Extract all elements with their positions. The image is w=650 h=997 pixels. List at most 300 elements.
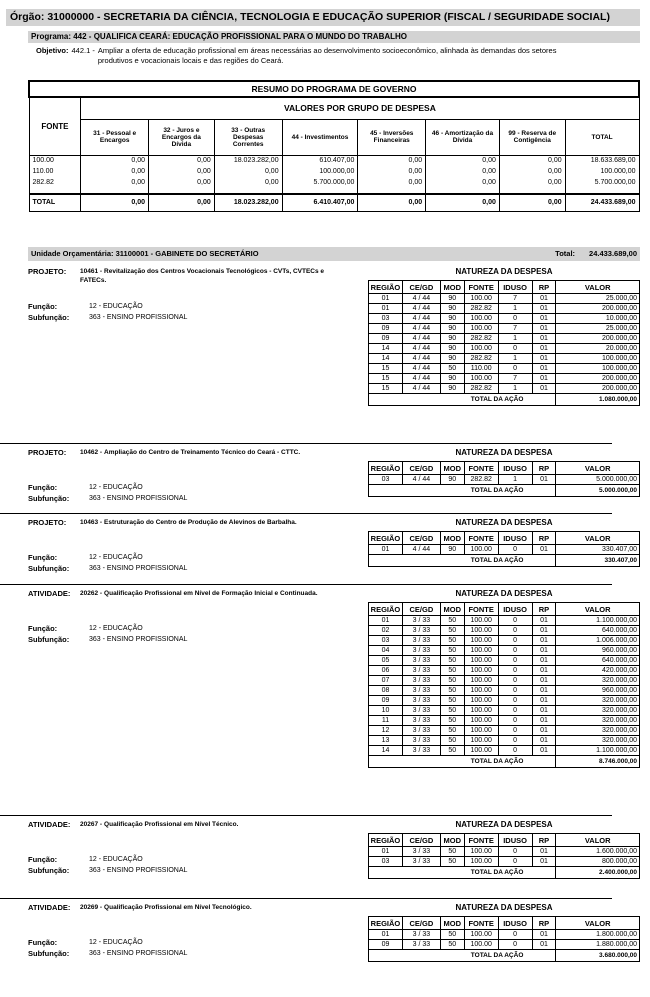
natureza-cell: 0 [498, 726, 532, 736]
subfuncao-label: Subfunção: [28, 313, 70, 322]
natureza-row [369, 636, 640, 646]
natureza-col-header: RP [532, 281, 556, 294]
total-acao-row [369, 555, 640, 567]
natureza-col-header: IDUSO [498, 603, 532, 616]
natureza-cell: 3 / 33 [402, 736, 440, 746]
natureza-table [368, 531, 640, 567]
natureza-header-row [369, 532, 640, 545]
funcao-label: Função: [28, 553, 58, 562]
resumo-col-header: 46 - Amortização da Dívida [426, 119, 500, 155]
natureza-cell: 320.000,00 [556, 706, 640, 716]
natureza-cell: 1.006.000,00 [556, 636, 640, 646]
natureza-col-header: CE/GD [402, 532, 440, 545]
natureza-cell: 50 [440, 930, 464, 940]
natureza-cell: 100.00 [464, 344, 498, 354]
natureza-cell: 282.82 [464, 475, 498, 485]
subfuncao-label: Subfunção: [28, 866, 70, 875]
project-type: PROJETO: [28, 267, 67, 276]
natureza-cell: 0 [498, 686, 532, 696]
resumo-title: RESUMO DO PROGRAMA DE GOVERNO [29, 81, 639, 97]
natureza-cell: 50 [440, 626, 464, 636]
natureza-row [369, 626, 640, 636]
resumo-cell: 0,00 [149, 177, 215, 188]
project-name [80, 448, 300, 457]
natureza-cell: 0 [498, 676, 532, 686]
natureza-cell: 100.000,00 [556, 364, 640, 374]
natureza-title: NATUREZA DA DESPESA [455, 518, 553, 527]
project-code: 20267 - [80, 821, 103, 828]
natureza-title: NATUREZA DA DESPESA [455, 903, 553, 912]
natureza-cell: 100.00 [464, 294, 498, 304]
natureza-cell: 90 [440, 344, 464, 354]
natureza-cell: 01 [532, 716, 556, 726]
natureza-cell: 50 [440, 940, 464, 950]
project-type: PROJETO: [28, 518, 67, 527]
natureza-cell: 14 [369, 746, 403, 756]
natureza-cell: 3 / 33 [402, 857, 440, 867]
natureza-cell: 200.000,00 [556, 334, 640, 344]
resumo-col-header: 45 - Inversões Financeiras [358, 119, 426, 155]
resumo-cell: 610.407,00 [282, 155, 358, 166]
resumo-body [29, 155, 639, 211]
section-divider [0, 584, 612, 585]
natureza-cell: 90 [440, 374, 464, 384]
natureza-cell: 01 [369, 847, 403, 857]
total-acao-value: 8.746.000,00 [556, 756, 640, 768]
orgao-header: Órgão: 31000000 - SECRETARIA DA CIÊNCIA, TECNOLOGIA E EDUCAÇÃO SUPERIOR (FISCAL / SEGURIDADE SOCIAL) [6, 9, 640, 26]
natureza-row [369, 354, 640, 364]
project-code: 10462 - [80, 449, 103, 456]
natureza-cell: 100.00 [464, 706, 498, 716]
natureza-col-header: CE/GD [402, 281, 440, 294]
natureza-row [369, 857, 640, 867]
resumo-cell: 0,00 [81, 155, 149, 166]
resumo-col-header: 31 - Pessoal e Encargos [81, 119, 149, 155]
natureza-row [369, 696, 640, 706]
natureza-cell: 50 [440, 656, 464, 666]
natureza-col-header: MOD [440, 462, 464, 475]
natureza-cell: 01 [532, 676, 556, 686]
natureza-col-header: RP [532, 603, 556, 616]
natureza-cell: 03 [369, 636, 403, 646]
total-acao-label [369, 950, 556, 962]
natureza-cell: 4 / 44 [402, 545, 440, 555]
natureza-col-header: CE/GD [402, 603, 440, 616]
natureza-row [369, 930, 640, 940]
funcao-value: 12 - EDUCAÇÃO [89, 939, 143, 946]
project-type: ATIVIDADE: [28, 589, 71, 598]
natureza-cell: 3 / 33 [402, 646, 440, 656]
resumo-cell: 0,00 [499, 155, 565, 166]
total-acao-value: 1.080.000,00 [556, 394, 640, 406]
resumo-cell: 0,00 [149, 155, 215, 166]
resumo-total-cell: 0,00 [81, 194, 149, 211]
natureza-cell: 0 [498, 696, 532, 706]
natureza-cell: 100.00 [464, 857, 498, 867]
natureza-row [369, 940, 640, 950]
project-type: PROJETO: [28, 448, 67, 457]
natureza-cell: 0 [498, 364, 532, 374]
natureza-cell: 3 / 33 [402, 636, 440, 646]
natureza-cell: 01 [369, 616, 403, 626]
natureza-cell: 0 [498, 666, 532, 676]
natureza-cell: 0 [498, 314, 532, 324]
natureza-cell: 100.00 [464, 666, 498, 676]
natureza-title: NATUREZA DA DESPESA [455, 820, 553, 829]
natureza-cell: 0 [498, 736, 532, 746]
natureza-col-header: REGIÃO [369, 834, 403, 847]
natureza-cell: 90 [440, 354, 464, 364]
resumo-cell: 0,00 [426, 166, 500, 177]
natureza-cell: 01 [532, 930, 556, 940]
total-acao-row [369, 950, 640, 962]
natureza-row [369, 736, 640, 746]
natureza-cell: 01 [369, 930, 403, 940]
natureza-col-header: VALOR [556, 532, 640, 545]
natureza-col-header: VALOR [556, 462, 640, 475]
natureza-cell: 90 [440, 475, 464, 485]
project-header [28, 820, 358, 829]
natureza-cell: 15 [369, 384, 403, 394]
project-name [80, 267, 324, 285]
project-name-line-1: Qualificação Profissional em Nível Técnico. [104, 821, 239, 828]
natureza-col-header: FONTE [464, 834, 498, 847]
natureza-cell: 50 [440, 736, 464, 746]
natureza-cell: 4 / 44 [402, 374, 440, 384]
natureza-cell: 960.000,00 [556, 646, 640, 656]
natureza-cell: 200.000,00 [556, 304, 640, 314]
natureza-cell: 50 [440, 686, 464, 696]
resumo-total-cell: 0,00 [149, 194, 215, 211]
natureza-cell: 4 / 44 [402, 354, 440, 364]
natureza-cell: 7 [498, 374, 532, 384]
resumo-row [29, 177, 639, 188]
natureza-col-header: CE/GD [402, 917, 440, 930]
natureza-col-header: RP [532, 834, 556, 847]
natureza-row [369, 314, 640, 324]
resumo-cell: 0,00 [499, 177, 565, 188]
natureza-cell: 50 [440, 646, 464, 656]
natureza-cell: 01 [532, 940, 556, 950]
natureza-cell: 100.00 [464, 656, 498, 666]
natureza-cell: 1.880.000,00 [556, 940, 640, 950]
unidade-total-value: 24.433.689,00 [589, 249, 637, 258]
project-name [80, 903, 252, 912]
natureza-header-row [369, 917, 640, 930]
natureza-cell: 15 [369, 364, 403, 374]
natureza-cell: 1.600.000,00 [556, 847, 640, 857]
natureza-cell: 640.000,00 [556, 626, 640, 636]
project-code: 10463 - [80, 519, 103, 526]
natureza-cell: 10.000,00 [556, 314, 640, 324]
natureza-cell: 100.00 [464, 374, 498, 384]
natureza-col-header: VALOR [556, 281, 640, 294]
objetivo-description [98, 46, 557, 66]
natureza-cell: 320.000,00 [556, 676, 640, 686]
project-header [28, 903, 358, 912]
total-acao-label [369, 756, 556, 768]
subfuncao-label: Subfunção: [28, 635, 70, 644]
total-acao-value: 3.680.000,00 [556, 950, 640, 962]
resumo-col-header: 33 - Outras Despesas Correntes [214, 119, 282, 155]
natureza-col-header: REGIÃO [369, 917, 403, 930]
natureza-cell: 100.00 [464, 636, 498, 646]
subfuncao-value: 363 - ENSINO PROFISSIONAL [89, 636, 188, 643]
natureza-col-header: REGIÃO [369, 281, 403, 294]
unidade-header [28, 247, 640, 261]
natureza-cell: 20.000,00 [556, 344, 640, 354]
funcao-value: 12 - EDUCAÇÃO [89, 303, 143, 310]
section-divider [0, 898, 612, 899]
natureza-cell: 100.000,00 [556, 354, 640, 364]
natureza-cell: 03 [369, 475, 403, 485]
natureza-row [369, 746, 640, 756]
total-acao-label [369, 485, 556, 497]
total-acao-label [369, 867, 556, 879]
natureza-col-header: IDUSO [498, 532, 532, 545]
resumo-header-row [29, 119, 639, 155]
project-name-line-1: Ampliação do Centro de Treinamento Técnico do Ceará - CTTC. [104, 449, 301, 456]
natureza-col-header: RP [532, 917, 556, 930]
natureza-row [369, 676, 640, 686]
funcao-label: Função: [28, 855, 58, 864]
natureza-col-header: IDUSO [498, 834, 532, 847]
natureza-col-header: REGIÃO [369, 603, 403, 616]
natureza-cell: 4 / 44 [402, 364, 440, 374]
natureza-cell: 50 [440, 706, 464, 716]
natureza-cell: 1.100.000,00 [556, 746, 640, 756]
natureza-cell: 50 [440, 666, 464, 676]
natureza-col-header: FONTE [464, 462, 498, 475]
resumo-cell: 0,00 [214, 166, 282, 177]
resumo-cell: 100.000,00 [282, 166, 358, 177]
natureza-cell: 01 [532, 294, 556, 304]
natureza-cell: 01 [532, 364, 556, 374]
natureza-cell: 0 [498, 940, 532, 950]
resumo-cell: 100.000,00 [565, 166, 639, 177]
natureza-cell: 4 / 44 [402, 384, 440, 394]
natureza-cell: 01 [532, 656, 556, 666]
natureza-cell: 3 / 33 [402, 626, 440, 636]
resumo-table [28, 80, 640, 212]
natureza-table [368, 461, 640, 497]
natureza-cell: 3 / 33 [402, 656, 440, 666]
natureza-cell: 100.00 [464, 736, 498, 746]
natureza-cell: 4 / 44 [402, 324, 440, 334]
subfuncao-value: 363 - ENSINO PROFISSIONAL [89, 565, 188, 572]
natureza-cell: 3 / 33 [402, 696, 440, 706]
total-acao-text: TOTAL DA AÇÃO [470, 869, 524, 876]
unidade-total-label: Total: [555, 249, 576, 258]
natureza-cell: 640.000,00 [556, 656, 640, 666]
total-acao-text: TOTAL DA AÇÃO [470, 557, 524, 564]
natureza-row [369, 726, 640, 736]
natureza-col-header: REGIÃO [369, 532, 403, 545]
resumo-fonte: 282.82 [29, 177, 81, 188]
project-type: ATIVIDADE: [28, 903, 71, 912]
resumo-cell: 5.700.000,00 [282, 177, 358, 188]
natureza-cell: 100.00 [464, 626, 498, 636]
natureza-cell: 800.000,00 [556, 857, 640, 867]
natureza-col-header: MOD [440, 532, 464, 545]
natureza-cell: 01 [532, 696, 556, 706]
natureza-cell: 90 [440, 384, 464, 394]
natureza-row [369, 686, 640, 696]
resumo-row [29, 155, 639, 166]
natureza-col-header: VALOR [556, 917, 640, 930]
total-acao-value: 5.000.000,00 [556, 485, 640, 497]
natureza-cell: 0 [498, 646, 532, 656]
funcao-label: Função: [28, 483, 58, 492]
natureza-cell: 50 [440, 726, 464, 736]
natureza-col-header: MOD [440, 281, 464, 294]
project-header [28, 267, 358, 285]
natureza-cell: 01 [369, 294, 403, 304]
project-code: 20262 - [80, 590, 103, 597]
section-divider [0, 443, 612, 444]
natureza-row [369, 304, 640, 314]
natureza-cell: 100.00 [464, 324, 498, 334]
natureza-cell: 7 [498, 294, 532, 304]
natureza-row [369, 324, 640, 334]
natureza-cell: 01 [532, 616, 556, 626]
natureza-cell: 50 [440, 857, 464, 867]
natureza-cell: 50 [440, 676, 464, 686]
project-name [80, 820, 238, 829]
project-header [28, 518, 358, 527]
natureza-cell: 09 [369, 940, 403, 950]
subfuncao-label: Subfunção: [28, 564, 70, 573]
natureza-cell: 09 [369, 334, 403, 344]
natureza-cell: 3 / 33 [402, 686, 440, 696]
natureza-row [369, 706, 640, 716]
resumo-total-cell: 0,00 [499, 194, 565, 211]
natureza-title: NATUREZA DA DESPESA [455, 589, 553, 598]
natureza-cell: 1 [498, 354, 532, 364]
natureza-cell: 01 [369, 304, 403, 314]
natureza-cell: 200.000,00 [556, 374, 640, 384]
natureza-cell: 320.000,00 [556, 716, 640, 726]
project-name-line-1: Qualificação Profissional em Nível Tecnológico. [104, 904, 252, 911]
natureza-cell: 0 [498, 545, 532, 555]
natureza-row [369, 616, 640, 626]
natureza-col-header: IDUSO [498, 917, 532, 930]
objetivo-code: 442.1 - [71, 46, 95, 55]
natureza-cell: 100.00 [464, 716, 498, 726]
natureza-cell: 06 [369, 666, 403, 676]
natureza-col-header: VALOR [556, 834, 640, 847]
project-header [28, 448, 358, 457]
natureza-cell: 50 [440, 696, 464, 706]
natureza-cell: 90 [440, 545, 464, 555]
total-acao-row [369, 867, 640, 879]
objetivo-line-2: produtivos e vocacionais locais e das regiões do Ceará. [97, 56, 284, 65]
natureza-cell: 100.00 [464, 930, 498, 940]
natureza-cell: 01 [532, 314, 556, 324]
natureza-col-header: MOD [440, 917, 464, 930]
objetivo-line-1: Ampliar a oferta de educação profissional em áreas necessárias ao desenvolvimento socioeconômico, alinhada às demandas dos setores [97, 46, 557, 55]
natureza-cell: 7 [498, 324, 532, 334]
resumo-cell: 0,00 [81, 166, 149, 177]
natureza-col-header: FONTE [464, 917, 498, 930]
resumo-cell: 18.633.689,00 [565, 155, 639, 166]
natureza-cell: 09 [369, 696, 403, 706]
resumo-cell: 0,00 [149, 166, 215, 177]
natureza-cell: 01 [532, 545, 556, 555]
natureza-cell: 1.100.000,00 [556, 616, 640, 626]
natureza-cell: 110.00 [464, 364, 498, 374]
subfuncao-value: 363 - ENSINO PROFISSIONAL [89, 867, 188, 874]
natureza-cell: 3 / 33 [402, 676, 440, 686]
natureza-cell: 01 [532, 666, 556, 676]
natureza-cell: 320.000,00 [556, 736, 640, 746]
total-acao-text: TOTAL DA AÇÃO [470, 396, 524, 403]
natureza-cell: 4 / 44 [402, 334, 440, 344]
natureza-cell: 11 [369, 716, 403, 726]
natureza-cell: 1 [498, 304, 532, 314]
natureza-cell: 01 [532, 646, 556, 656]
subfuncao-value: 363 - ENSINO PROFISSIONAL [89, 950, 188, 957]
natureza-cell: 01 [532, 324, 556, 334]
natureza-cell: 1.800.000,00 [556, 930, 640, 940]
natureza-cell: 07 [369, 676, 403, 686]
natureza-cell: 100.00 [464, 940, 498, 950]
natureza-cell: 0 [498, 930, 532, 940]
natureza-cell: 01 [532, 354, 556, 364]
natureza-cell: 3 / 33 [402, 930, 440, 940]
natureza-cell: 01 [532, 736, 556, 746]
natureza-cell: 100.00 [464, 746, 498, 756]
natureza-table [368, 916, 640, 962]
natureza-col-header: FONTE [464, 281, 498, 294]
natureza-header-row [369, 281, 640, 294]
natureza-cell: 01 [532, 304, 556, 314]
section-divider [0, 513, 612, 514]
natureza-cell: 01 [532, 334, 556, 344]
resumo-total-cell: 18.023.282,00 [214, 194, 282, 211]
resumo-total-row [29, 194, 639, 211]
natureza-col-header: IDUSO [498, 462, 532, 475]
natureza-cell: 4 / 44 [402, 344, 440, 354]
natureza-row [369, 646, 640, 656]
project-header [28, 589, 358, 598]
natureza-cell: 100.00 [464, 696, 498, 706]
total-acao-label [369, 555, 556, 567]
resumo-col-header: 32 - Juros e Encargos da Dívida [149, 119, 215, 155]
natureza-row [369, 545, 640, 555]
natureza-cell: 0 [498, 847, 532, 857]
natureza-cell: 50 [440, 716, 464, 726]
project-name [80, 589, 318, 598]
natureza-title: NATUREZA DA DESPESA [455, 448, 553, 457]
project-code: 20269 - [80, 904, 103, 911]
project-name-line-1: Estruturação do Centro de Produção de Alevinos de Barbalha. [104, 519, 297, 526]
natureza-col-header: REGIÃO [369, 462, 403, 475]
total-acao-text: TOTAL DA AÇÃO [470, 487, 524, 494]
natureza-cell: 1 [498, 334, 532, 344]
natureza-cell: 3 / 33 [402, 666, 440, 676]
natureza-cell: 330.407,00 [556, 545, 640, 555]
natureza-cell: 100.00 [464, 616, 498, 626]
natureza-cell: 14 [369, 354, 403, 364]
natureza-cell: 14 [369, 344, 403, 354]
natureza-cell: 3 / 33 [402, 716, 440, 726]
total-acao-row [369, 756, 640, 768]
natureza-header-row [369, 462, 640, 475]
natureza-table [368, 833, 640, 879]
funcao-value: 12 - EDUCAÇÃO [89, 554, 143, 561]
natureza-cell: 960.000,00 [556, 686, 640, 696]
